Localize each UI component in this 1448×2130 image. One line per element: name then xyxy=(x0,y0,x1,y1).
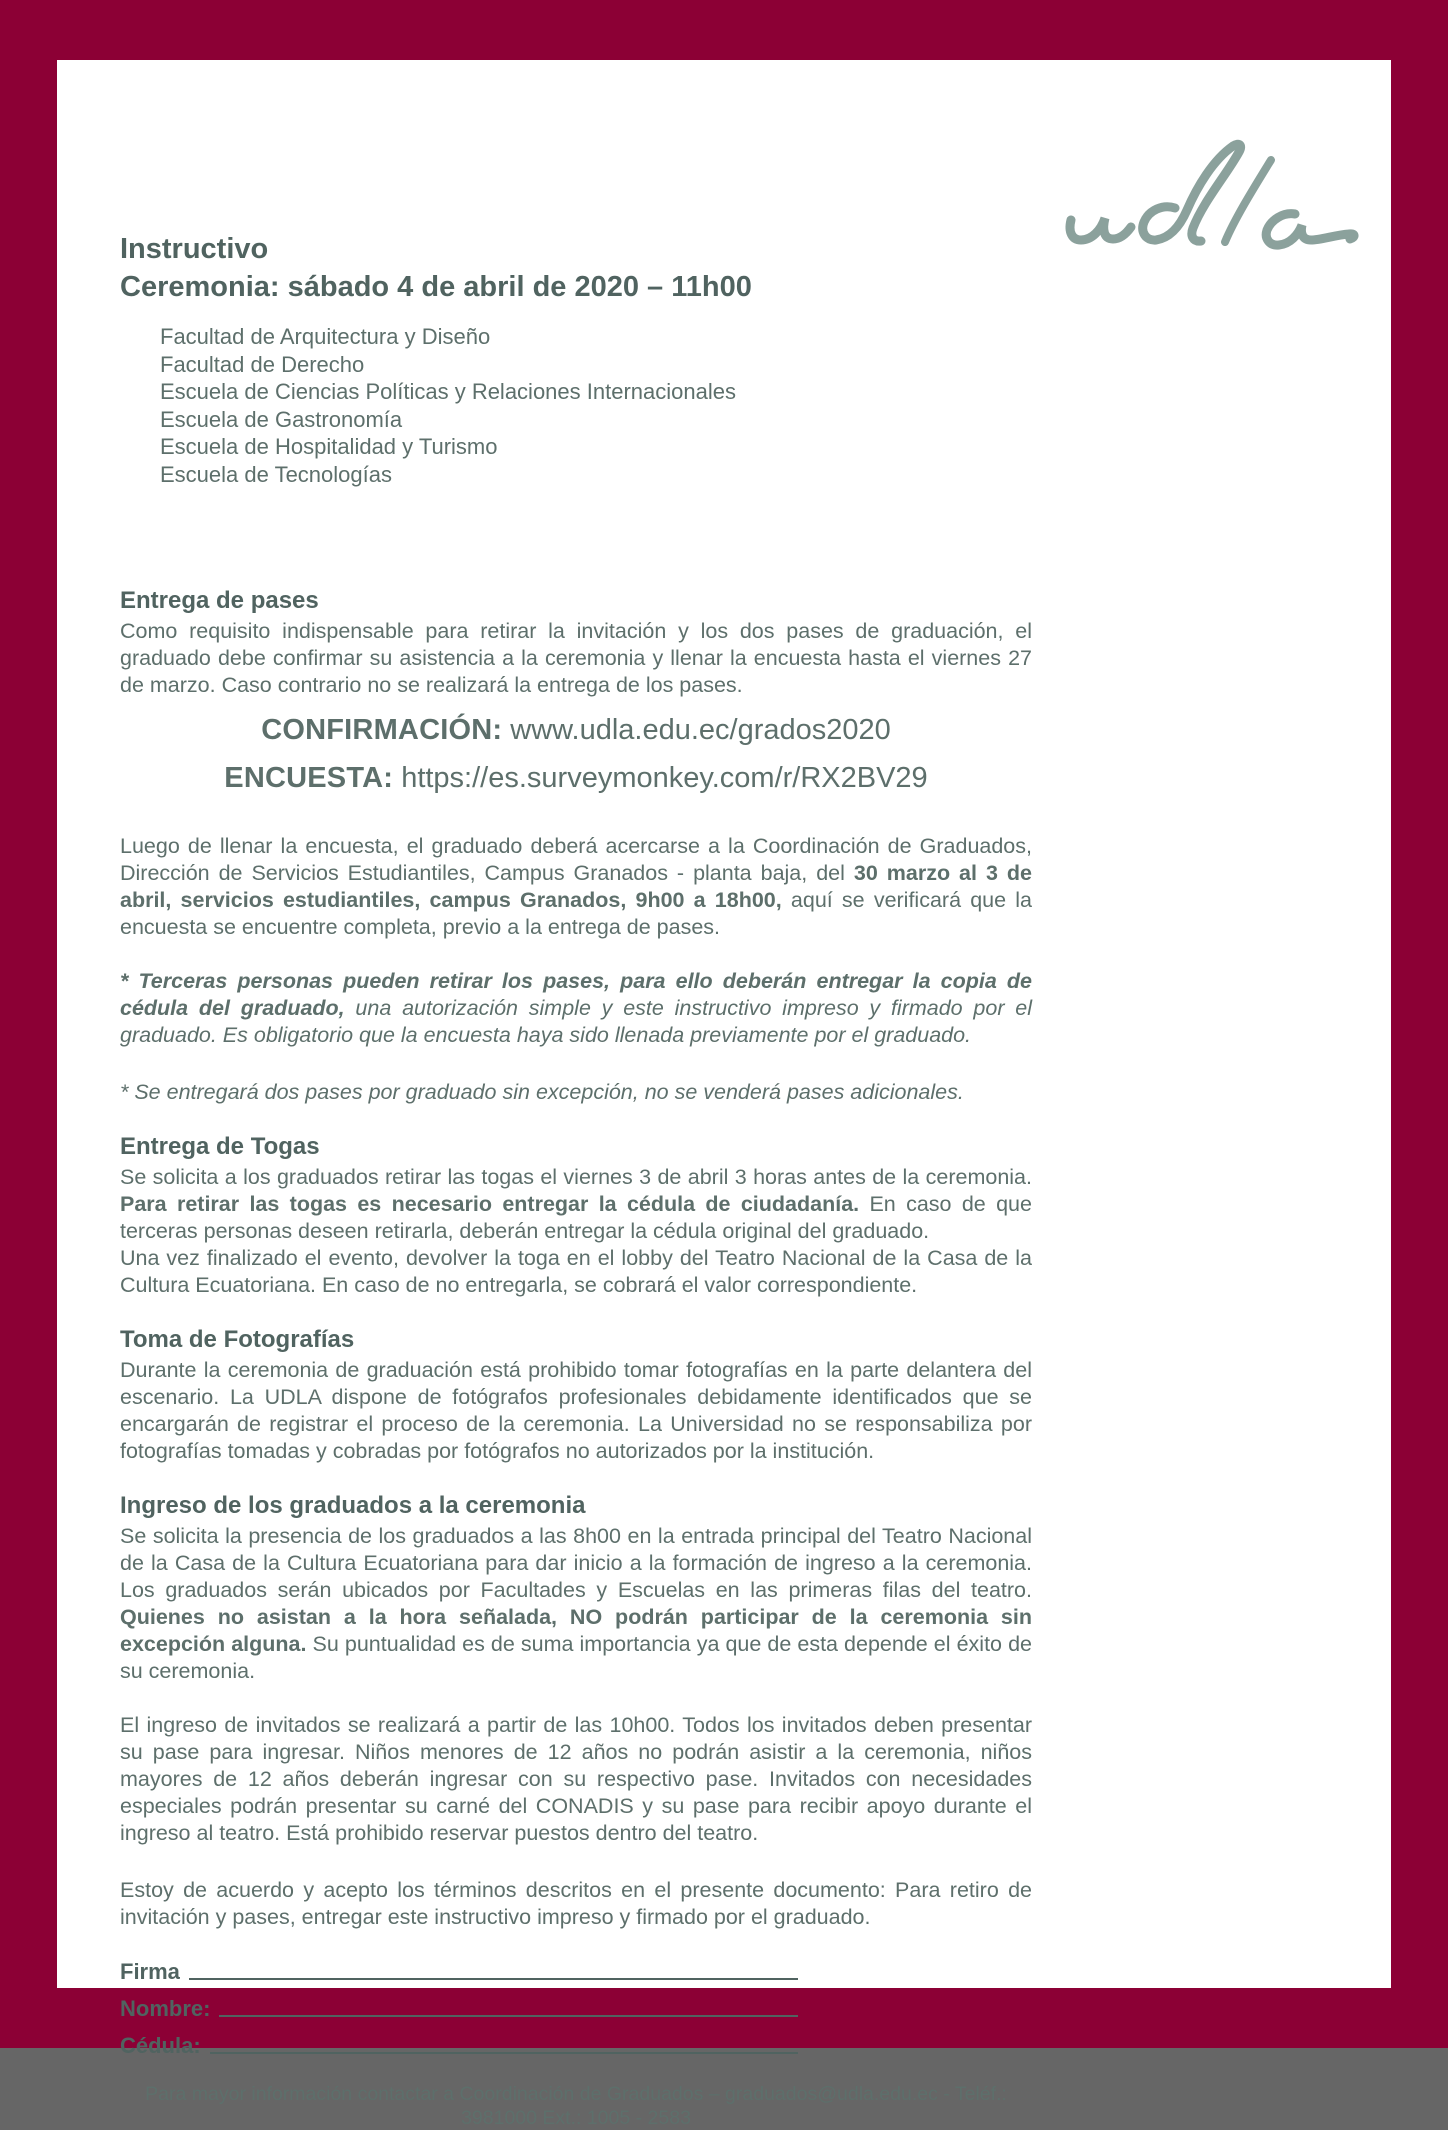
firma-label: Firma xyxy=(120,1959,180,1984)
faculty-item: Escuela de Hospitalidad y Turismo xyxy=(160,434,498,459)
confirmacion-label: CONFIRMACIÓN: xyxy=(261,714,503,746)
nota-terceras-paragraph: * Terceras personas pueden retirar los pases, para ello deberán entregar la copia de cédula del graduado, una autorización simple y este instructivo impreso y firmado por el graduado. Es obligatorio que la encuesta haya sido llenada previamente por el graduado. xyxy=(120,969,1032,1047)
nombre-row xyxy=(120,1984,798,2021)
footer-contact-line: Para mayor información contactar a Coordinación de Graduados – graduados@udla.edu.ec - Teléf.: 3981000 Ext.: 1005 - 2583 xyxy=(145,2083,1007,2129)
document-title-block xyxy=(120,230,1032,306)
togas-paragraph-1: Se solicita a los graduados retirar las togas el viernes 3 de abril 3 horas antes de la ceremonia. Para retirar las togas es necesario entregar la cédula de ciudadanía. En caso de que terceras personas deseen retirarla, deberán entregar la cédula original del graduado. xyxy=(120,1165,1032,1243)
document-sheet xyxy=(57,60,1391,2129)
pases-detalle-paragraph: Luego de llenar la encuesta, el graduado deberá acercarse a la Coordinación de Graduados, Dirección de Servicios Estudiantiles, Campus Granados - planta baja, del 30 marzo al 3 de abril, servicios estudiantiles, campus Granados, 9h00 a 18h00, aquí se verificará que la encuesta se encuentre completa, previo a la entrega de pases. xyxy=(120,834,1032,939)
acuerdo-paragraph: Estoy de acuerdo y acepto los términos descritos en el presente documento: Para retiro de invitación y pases, entregar este instructivo impreso y firmado por el graduado. xyxy=(120,1878,1032,1929)
confirmacion-url-link[interactable]: www.udla.edu.ec/grados2020 xyxy=(510,714,891,746)
togas-paragraph-2: Una vez finalizado el evento, devolver la toga en el lobby del Teatro Nacional de la Casa de la Cultura Ecuatoriana. En caso de no entregarla, se cobrará el valor correspondiente. xyxy=(120,1246,1032,1297)
cedula-label: Cédula: xyxy=(120,2033,201,2058)
cedula-signature-line xyxy=(210,2052,798,2054)
signature-block xyxy=(120,1947,798,2058)
encuesta-url-link[interactable]: https://es.surveymonkey.com/r/RX2BV29 xyxy=(401,762,928,794)
nombre-label: Nombre: xyxy=(120,1996,211,2021)
section-entrega-pases xyxy=(120,587,1032,1106)
confirmacion-line xyxy=(120,714,1032,747)
faculty-item: Facultad de Arquitectura y Diseño xyxy=(160,324,491,349)
faculty-item: Escuela de Gastronomía xyxy=(160,406,403,432)
ingreso-paragraph-1: Se solicita la presencia de los graduados a las 8h00 en la entrada principal del Teatro Nacional de la Casa de la Cultura Ecuatoriana para dar inicio a la formación de ingreso a la ceremonia. Los graduados serán ubicados por Facultades y Escuelas en las primeras filas del teatro. Quienes no asistan a la hora señalada, NO podrán participar de la ceremonia sin excepción alguna. Su puntualidad es de suma importancia ya que de esta depende el éxito de su ceremonia. xyxy=(120,1524,1032,1683)
section-ingreso xyxy=(120,1492,1032,1931)
faculty-item: Facultad de Derecho xyxy=(160,351,365,377)
firma-row xyxy=(120,1947,798,1984)
document-content xyxy=(120,230,1032,2130)
encuesta-label: ENCUESTA: xyxy=(224,762,394,794)
section-heading: Ingreso de los graduados a la ceremonia xyxy=(120,1492,586,1519)
section-entrega-togas xyxy=(120,1133,1032,1299)
section-heading: Entrega de pases xyxy=(120,587,319,614)
cedula-row xyxy=(120,2021,798,2058)
faculty-item: Escuela de Tecnologías xyxy=(160,461,392,487)
fotografias-paragraph: Durante la ceremonia de graduación está prohibido tomar fotografías en la parte delantera del escenario. La UDLA dispone de fotógrafos profesionales debidamente identificados que se encargarán de registrar el proceso de la ceremonia. La Universidad no se responsabiliza por fotografías tomadas y cobradas por fotógrafos no autorizados por la institución. xyxy=(120,1358,1032,1463)
section-fotografias xyxy=(120,1326,1032,1465)
section-heading: Entrega de Togas xyxy=(120,1133,320,1160)
encuesta-line xyxy=(120,762,1032,795)
faculty-list xyxy=(160,323,1032,488)
nombre-signature-line xyxy=(219,2015,798,2017)
section-heading: Toma de Fotografías xyxy=(120,1326,355,1353)
nota-dos-pases-paragraph: * Se entregará dos pases por graduado sin excepción, no se venderá pases adicionales. xyxy=(120,1080,964,1104)
udla-logo xyxy=(1057,138,1357,253)
ceremony-date-line: Ceremonia: sábado 4 de abril de 2020 – 11h00 xyxy=(120,271,752,303)
pases-intro-paragraph: Como requisito indispensable para retirar la invitación y los dos pases de graduación, el graduado debe confirmar su asistencia a la ceremonia y llenar la encuesta hasta el viernes 27 de marzo. Caso contrario no se realizará la entrega de los pases. xyxy=(120,619,1032,697)
firma-signature-line xyxy=(189,1978,798,1980)
document-title: Instructivo xyxy=(120,233,269,265)
faculty-item: Escuela de Ciencias Políticas y Relaciones Internacionales xyxy=(160,379,736,404)
ingreso-paragraph-2: El ingreso de invitados se realizará a partir de las 10h00. Todos los invitados deben presentar su pase para ingresar. Niños menores de 12 años no podrán asistir a la ceremonia, niños mayores de 12 años deberán ingresar con su respectivo pase. Invitados con necesidades especiales podrán presentar su carné del CONADIS y su pase para recibir apoyo durante el ingreso al teatro. Está prohibido reservar puestos dentro del teatro. xyxy=(120,1713,1032,1845)
